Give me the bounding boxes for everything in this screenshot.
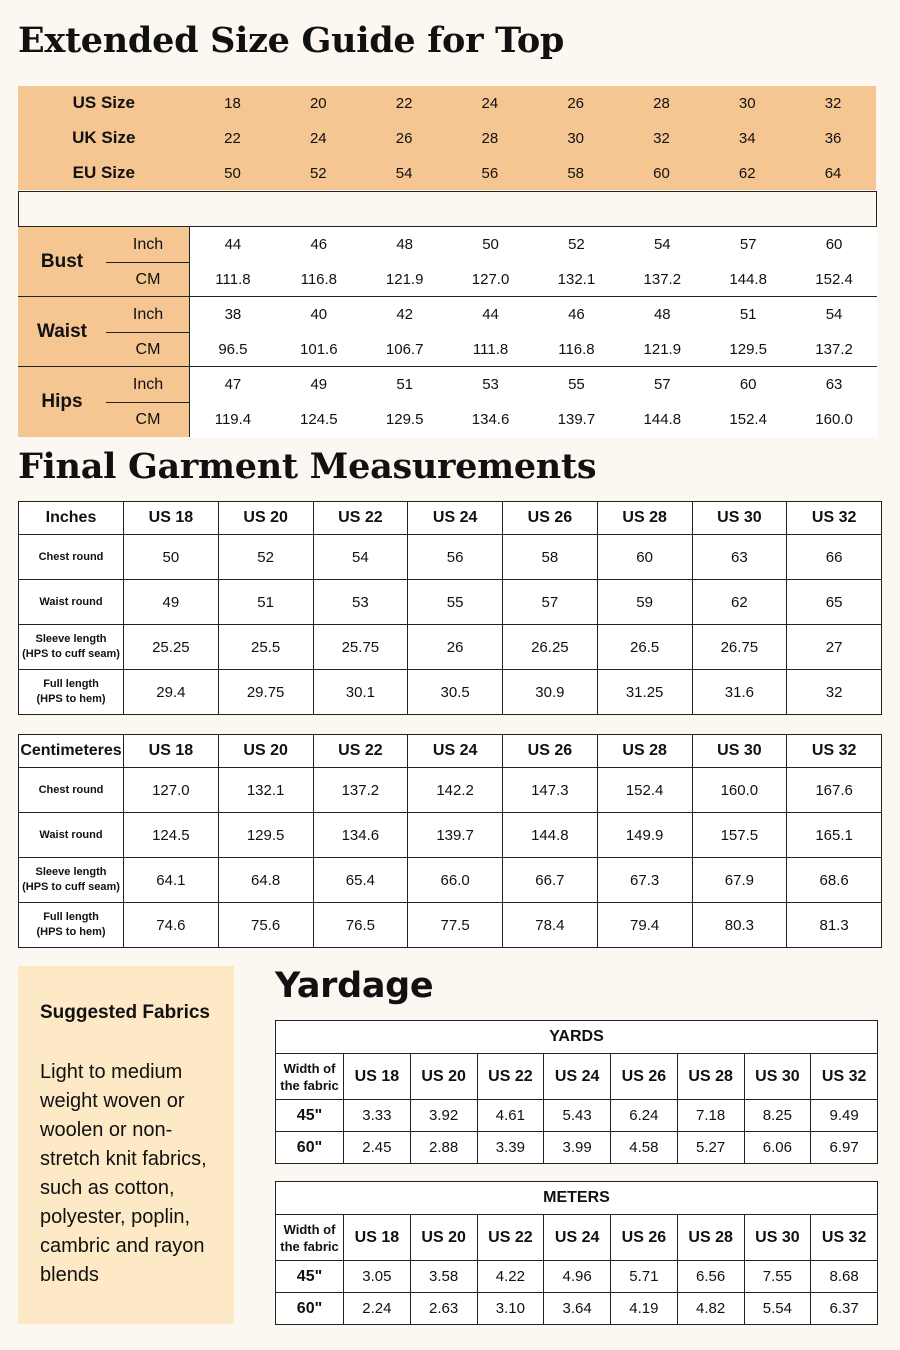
- column-header: US 28: [677, 1215, 744, 1261]
- value-cell: 2.24: [344, 1293, 411, 1325]
- value-cell: 127.0: [471, 271, 510, 288]
- value-cell: 2.88: [410, 1132, 477, 1164]
- size-cell: 30: [738, 94, 756, 112]
- value-cell: 4.61: [477, 1100, 544, 1132]
- value-cell: 3.99: [544, 1132, 611, 1164]
- header-row: [19, 735, 882, 768]
- column-header: US 30: [744, 1054, 811, 1100]
- value-cell: 77.5: [408, 903, 503, 948]
- meters-table: [275, 1181, 878, 1325]
- column-header: US 26: [503, 502, 598, 535]
- value-cell: 64.8: [218, 858, 313, 903]
- value-cell: 160.0: [815, 411, 853, 428]
- value-cell: 46: [310, 236, 328, 253]
- table-corner: Inches: [19, 502, 124, 535]
- column-header: US 26: [611, 1215, 678, 1261]
- value-cell: 132.1: [218, 768, 313, 813]
- size-cell: 28: [481, 129, 499, 147]
- value-cell: 67.3: [597, 858, 692, 903]
- column-header: US 18: [344, 1054, 411, 1100]
- row-label-line: Sleeve length: [35, 633, 107, 645]
- measurement-name: Hips: [41, 391, 83, 412]
- value-cell: 9.49: [811, 1100, 878, 1132]
- size-cell: 22: [224, 129, 241, 147]
- measurement-name: Waist: [37, 321, 87, 342]
- size-cell: 20: [309, 94, 327, 112]
- unit-label: Inch: [132, 375, 164, 393]
- value-cell: 3.10: [477, 1293, 544, 1325]
- value-cell: 124.5: [124, 813, 219, 858]
- value-cell: 44: [482, 306, 499, 323]
- value-cell: 52: [218, 535, 313, 580]
- fabric-width: 60": [276, 1293, 344, 1325]
- value-cell: 60: [739, 376, 757, 393]
- size-cell: 22: [395, 94, 413, 112]
- table-caption: METERS: [276, 1182, 878, 1215]
- row-label: [19, 535, 124, 580]
- row-label: UK Size: [72, 128, 136, 147]
- measurement-values: [190, 297, 877, 367]
- value-cell: 30.9: [503, 670, 598, 715]
- size-cell: 32: [824, 94, 842, 112]
- unit-label: CM: [135, 410, 161, 428]
- size-cell: 50: [224, 164, 241, 182]
- caption-row: [276, 1182, 878, 1215]
- column-header: US 32: [811, 1215, 878, 1261]
- value-cell: 119.4: [214, 411, 252, 428]
- size-cell: 52: [309, 164, 327, 182]
- value-cell: 26: [408, 625, 503, 670]
- measurement-name: Bust: [40, 251, 84, 272]
- size-guide-title: Extended Size Guide for Top: [18, 20, 565, 61]
- value-cell: 59: [597, 580, 692, 625]
- row-label-line: (HPS to cuff seam): [22, 648, 120, 660]
- value-cell: 142.2: [408, 768, 503, 813]
- column-header: US 18: [124, 502, 219, 535]
- value-cell: 5.54: [744, 1293, 811, 1325]
- fabrics-title: Suggested Fabrics: [40, 1002, 210, 1023]
- value-cell: 54: [653, 236, 671, 253]
- value-cell: 54: [825, 306, 843, 323]
- header-row: [276, 1054, 878, 1100]
- measurement-values: [190, 227, 877, 297]
- column-header: US 22: [313, 502, 408, 535]
- value-cell: 60: [825, 236, 843, 253]
- cm-row: [190, 402, 877, 437]
- row-label: [19, 813, 124, 858]
- value-cell: 134.6: [313, 813, 408, 858]
- size-cell: 62: [738, 164, 756, 182]
- value-cell: 31.6: [692, 670, 787, 715]
- value-cell: 63: [825, 376, 843, 393]
- value-cell: 5.71: [611, 1261, 678, 1293]
- column-header: US 28: [597, 502, 692, 535]
- inch-row: [190, 367, 877, 402]
- value-cell: 167.6: [787, 768, 882, 813]
- value-cell: 160.0: [692, 768, 787, 813]
- value-cell: 5.43: [544, 1100, 611, 1132]
- measurement-label: [18, 367, 190, 437]
- value-cell: 81.3: [787, 903, 882, 948]
- table-row: [19, 903, 882, 948]
- value-cell: 144.8: [729, 271, 767, 288]
- value-cell: 7.18: [677, 1100, 744, 1132]
- value-cell: 48: [653, 306, 671, 323]
- column-header: US 20: [218, 502, 313, 535]
- measurement-label: [18, 227, 190, 297]
- table-row: [276, 1132, 878, 1164]
- value-cell: 76.5: [313, 903, 408, 948]
- value-cell: 57: [653, 376, 671, 393]
- value-cell: 5.27: [677, 1132, 744, 1164]
- value-cell: 55: [408, 580, 503, 625]
- unit-label: Inch: [132, 235, 164, 253]
- value-cell: 62: [692, 580, 787, 625]
- measurement-values: [190, 367, 877, 437]
- value-cell: 6.37: [811, 1293, 878, 1325]
- table-row: [19, 580, 882, 625]
- yardage-title: Yardage: [275, 966, 434, 1006]
- unit-label: CM: [135, 270, 161, 288]
- size-cell: 26: [567, 94, 585, 112]
- column-header: US 26: [503, 735, 598, 768]
- inch-row: [190, 227, 877, 262]
- value-cell: 75.6: [218, 903, 313, 948]
- value-cell: 147.3: [503, 768, 598, 813]
- value-cell: 4.19: [611, 1293, 678, 1325]
- value-cell: 127.0: [124, 768, 219, 813]
- column-header: US 18: [124, 735, 219, 768]
- value-cell: 29.4: [124, 670, 219, 715]
- value-cell: 40: [310, 306, 328, 323]
- table-row: [19, 768, 882, 813]
- row-label-line: Full length: [43, 911, 99, 923]
- table-corner: [276, 1215, 344, 1261]
- row-label: [19, 670, 124, 715]
- value-cell: 139.7: [408, 813, 503, 858]
- table-row: [19, 535, 882, 580]
- value-cell: 129.5: [729, 341, 767, 358]
- value-cell: 111.8: [472, 341, 509, 358]
- value-cell: 101.6: [300, 341, 338, 358]
- table-row: [19, 858, 882, 903]
- bust-measurement: [18, 227, 877, 297]
- size-cell: 28: [653, 94, 670, 112]
- value-cell: 6.06: [744, 1132, 811, 1164]
- size-cell: 30: [567, 129, 585, 147]
- value-cell: 57: [503, 580, 598, 625]
- value-cell: 49: [310, 376, 328, 393]
- value-cell: 60: [597, 535, 692, 580]
- row-label: [19, 903, 124, 948]
- uk-size-row: [18, 121, 876, 155]
- size-cell: 32: [653, 129, 670, 147]
- table-row: [276, 1293, 878, 1325]
- garment-inches-table: [18, 501, 882, 715]
- size-cell: 54: [395, 164, 413, 182]
- value-cell: 121.9: [385, 271, 424, 288]
- column-header: US 32: [787, 735, 882, 768]
- value-cell: 42: [396, 306, 414, 323]
- value-cell: 152.4: [815, 271, 853, 288]
- value-cell: 116.8: [300, 271, 338, 288]
- row-label-line: Sleeve length: [35, 866, 107, 878]
- value-cell: 137.2: [313, 768, 408, 813]
- value-cell: 58: [503, 535, 598, 580]
- corner-line: Width of: [283, 1221, 336, 1237]
- value-cell: 4.58: [611, 1132, 678, 1164]
- column-header: US 30: [744, 1215, 811, 1261]
- value-cell: 144.8: [503, 813, 598, 858]
- column-header: US 22: [313, 735, 408, 768]
- row-label-line: Full length: [43, 678, 99, 690]
- value-cell: 54: [313, 535, 408, 580]
- table-row: [276, 1100, 878, 1132]
- table-row: [276, 1261, 878, 1293]
- row-label-line: (HPS to hem): [36, 926, 106, 938]
- corner-line: the fabric: [280, 1077, 339, 1093]
- table-row: [19, 670, 882, 715]
- value-cell: 30.1: [313, 670, 408, 715]
- row-label: [19, 625, 124, 670]
- value-cell: 26.75: [692, 625, 787, 670]
- value-cell: 139.7: [557, 411, 596, 428]
- value-cell: 3.58: [410, 1261, 477, 1293]
- column-header: US 20: [410, 1054, 477, 1100]
- header-row: [19, 502, 882, 535]
- table-corner: Centimeteres: [19, 735, 124, 768]
- value-cell: 25.75: [313, 625, 408, 670]
- column-header: US 18: [344, 1215, 411, 1261]
- unit-label: Inch: [132, 305, 164, 323]
- value-cell: 7.55: [744, 1261, 811, 1293]
- spacer-row: [18, 191, 877, 227]
- column-header: US 32: [787, 502, 882, 535]
- table-row: [19, 813, 882, 858]
- row-label: [19, 768, 124, 813]
- value-cell: 111.8: [215, 271, 251, 288]
- value-cell: 2.63: [410, 1293, 477, 1325]
- waist-measurement: [18, 297, 877, 367]
- value-cell: 38: [224, 306, 242, 323]
- value-cell: 79.4: [597, 903, 692, 948]
- value-cell: 137.2: [815, 341, 853, 358]
- value-cell: 3.64: [544, 1293, 611, 1325]
- row-label: [19, 858, 124, 903]
- garment-cm-table: [18, 734, 882, 948]
- cm-row: [190, 262, 877, 297]
- value-cell: 27: [787, 625, 882, 670]
- value-cell: 25.25: [124, 625, 219, 670]
- value-cell: 2.45: [344, 1132, 411, 1164]
- value-cell: 29.75: [218, 670, 313, 715]
- hips-measurement: [18, 367, 877, 437]
- value-cell: 74.6: [124, 903, 219, 948]
- value-cell: 132.1: [557, 271, 596, 288]
- size-cell: 36: [824, 129, 842, 147]
- value-cell: 52: [568, 236, 585, 253]
- eu-size-row: [18, 156, 876, 190]
- value-cell: 134.6: [471, 411, 510, 428]
- corner-line: Width of: [283, 1060, 336, 1076]
- row-label-line: (HPS to cuff seam): [22, 881, 120, 893]
- value-cell: 66.7: [503, 858, 598, 903]
- column-header: US 26: [611, 1054, 678, 1100]
- value-cell: 66.0: [408, 858, 503, 903]
- value-cell: 50: [482, 236, 499, 253]
- value-cell: 116.8: [558, 341, 595, 358]
- value-cell: 57: [739, 236, 757, 253]
- size-cell: 34: [738, 129, 756, 147]
- value-cell: 6.24: [611, 1100, 678, 1132]
- table-caption: YARDS: [276, 1021, 878, 1054]
- value-cell: 157.5: [692, 813, 787, 858]
- value-cell: 31.25: [597, 670, 692, 715]
- row-label: [19, 580, 124, 625]
- us-size-row: [18, 86, 876, 120]
- value-cell: 129.5: [218, 813, 313, 858]
- header-row: [276, 1215, 878, 1261]
- value-cell: 46: [568, 306, 585, 323]
- column-header: US 20: [410, 1215, 477, 1261]
- size-cell: 58: [567, 164, 585, 182]
- measurement-label: [18, 297, 190, 367]
- value-cell: 50: [124, 535, 219, 580]
- row-label-line: Chest round: [38, 783, 104, 796]
- fabric-width: 60": [276, 1132, 344, 1164]
- value-cell: 4.96: [544, 1261, 611, 1293]
- value-cell: 65.4: [313, 858, 408, 903]
- size-cell: 64: [824, 164, 842, 182]
- column-header: US 24: [544, 1215, 611, 1261]
- caption-row: [276, 1021, 878, 1054]
- value-cell: 8.25: [744, 1100, 811, 1132]
- yards-table: [275, 1020, 878, 1164]
- value-cell: 78.4: [503, 903, 598, 948]
- size-cell: 56: [481, 164, 499, 182]
- value-cell: 32: [787, 670, 882, 715]
- value-cell: 6.56: [677, 1261, 744, 1293]
- value-cell: 26.25: [503, 625, 598, 670]
- column-header: US 28: [597, 735, 692, 768]
- value-cell: 47: [224, 376, 242, 393]
- table-corner: [276, 1054, 344, 1100]
- size-cell: 60: [653, 164, 670, 182]
- row-label-line: (HPS to hem): [36, 693, 106, 705]
- value-cell: 6.97: [811, 1132, 878, 1164]
- value-cell: 64.1: [124, 858, 219, 903]
- size-cell: 24: [309, 129, 327, 147]
- value-cell: 129.5: [385, 411, 424, 428]
- value-cell: 66: [787, 535, 882, 580]
- column-header: US 28: [677, 1054, 744, 1100]
- value-cell: 30.5: [408, 670, 503, 715]
- corner-line: the fabric: [280, 1238, 339, 1254]
- value-cell: 165.1: [787, 813, 882, 858]
- column-header: US 24: [408, 502, 503, 535]
- value-cell: 149.9: [597, 813, 692, 858]
- value-cell: 8.68: [811, 1261, 878, 1293]
- value-cell: 106.7: [385, 341, 424, 358]
- value-cell: 152.4: [729, 411, 767, 428]
- value-cell: 63: [692, 535, 787, 580]
- value-cell: 53: [313, 580, 408, 625]
- size-cell: 18: [224, 94, 241, 112]
- size-cell: 26: [395, 129, 413, 147]
- value-cell: 144.8: [643, 411, 682, 428]
- row-label: US Size: [72, 93, 135, 112]
- value-cell: 80.3: [692, 903, 787, 948]
- column-header: US 30: [692, 502, 787, 535]
- value-cell: 48: [396, 236, 414, 253]
- value-cell: 68.6: [787, 858, 882, 903]
- suggested-fabrics-panel: [18, 966, 234, 1324]
- value-cell: 44: [224, 236, 242, 253]
- column-header: US 22: [477, 1215, 544, 1261]
- value-cell: 3.39: [477, 1132, 544, 1164]
- fabric-width: 45": [276, 1100, 344, 1132]
- value-cell: 96.5: [218, 341, 248, 358]
- value-cell: 55: [568, 376, 585, 393]
- fabrics-description: Light to medium weight woven or woolen or non-stretch knit fabrics, such as cotton, polyester, poplin, cambric and rayon blends: [40, 1061, 207, 1286]
- value-cell: 65: [787, 580, 882, 625]
- value-cell: 4.82: [677, 1293, 744, 1325]
- garment-title: Final Garment Measurements: [18, 446, 597, 487]
- size-cell: 24: [481, 94, 499, 112]
- fabric-width: 45": [276, 1261, 344, 1293]
- value-cell: 67.9: [692, 858, 787, 903]
- value-cell: 26.5: [597, 625, 692, 670]
- value-cell: 152.4: [597, 768, 692, 813]
- value-cell: 56: [408, 535, 503, 580]
- column-header: US 24: [408, 735, 503, 768]
- column-header: US 30: [692, 735, 787, 768]
- value-cell: 124.5: [300, 411, 338, 428]
- value-cell: 4.22: [477, 1261, 544, 1293]
- cm-row: [190, 332, 877, 367]
- value-cell: 51: [218, 580, 313, 625]
- value-cell: 53: [482, 376, 499, 393]
- value-cell: 51: [739, 306, 757, 323]
- unit-label: CM: [135, 340, 161, 358]
- value-cell: 3.05: [344, 1261, 411, 1293]
- value-cell: 49: [124, 580, 219, 625]
- column-header: US 22: [477, 1054, 544, 1100]
- column-header: US 20: [218, 735, 313, 768]
- column-header: US 24: [544, 1054, 611, 1100]
- value-cell: 137.2: [643, 271, 682, 288]
- value-cell: 3.92: [410, 1100, 477, 1132]
- table-row: [19, 625, 882, 670]
- inch-row: [190, 297, 877, 332]
- size-conversion-block: [18, 86, 876, 190]
- row-label-line: Waist round: [39, 595, 103, 608]
- column-header: US 32: [811, 1054, 878, 1100]
- row-label: EU Size: [72, 163, 135, 182]
- value-cell: 3.33: [344, 1100, 411, 1132]
- value-cell: 51: [396, 376, 414, 393]
- value-cell: 25.5: [218, 625, 313, 670]
- row-label-line: Chest round: [38, 550, 104, 563]
- row-label-line: Waist round: [39, 828, 103, 841]
- value-cell: 121.9: [643, 341, 682, 358]
